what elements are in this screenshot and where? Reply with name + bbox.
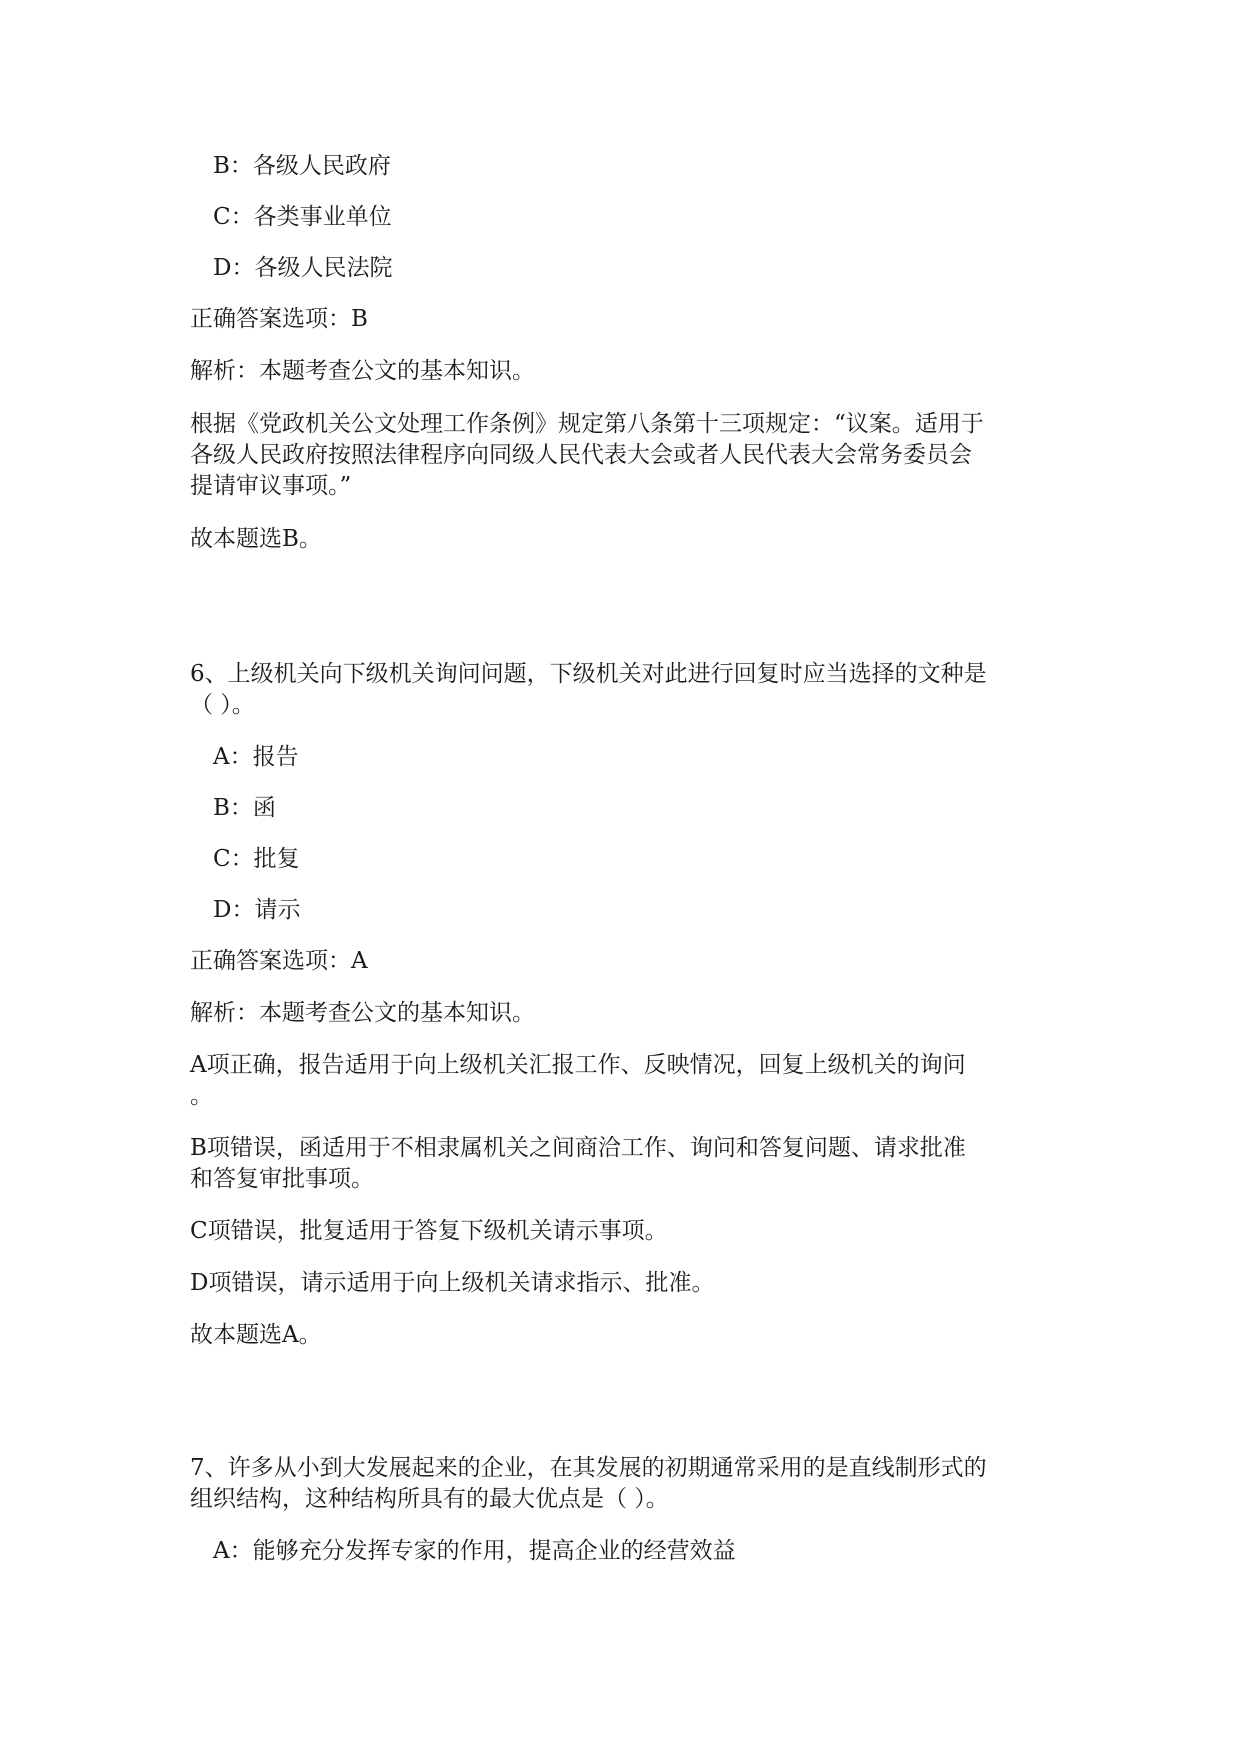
q5-answer: 正确答案选项：B: [190, 306, 368, 332]
q6-explanation-b-line-1: B项错误，函适用于不相隶属机关之间商洽工作、询问和答复问题、请求批准: [190, 1135, 966, 1161]
q5-option-d: D：各级人民法院: [213, 255, 393, 281]
q6-question-line-1: 6、上级机关向下级机关询问问题，下级机关对此进行回复时应当选择的文种是: [190, 661, 987, 687]
q6-explanation-d: D项错误，请示适用于向上级机关请求指示、批准。: [190, 1270, 715, 1296]
q5-explanation-line-3: 提请审议事项。”: [190, 473, 352, 499]
q5-explanation-line-1: 根据《党政机关公文处理工作条例》规定第八条第十三项规定：“议案。适用于: [190, 411, 984, 437]
q6-explanation-a-line-1: A项正确，报告适用于向上级机关汇报工作、反映情况，回复上级机关的询问: [190, 1052, 966, 1078]
q7-question-line-1: 7、许多从小到大发展起来的企业，在其发展的初期通常采用的是直线制形式的: [190, 1455, 987, 1481]
q6-option-d: D：请示: [213, 897, 301, 923]
q6-question-line-2: （ ）。: [190, 692, 255, 718]
q6-option-a: A：报告: [213, 744, 299, 770]
q5-analysis: 解析：本题考查公文的基本知识。: [190, 358, 535, 384]
q6-conclusion: 故本题选A。: [190, 1322, 322, 1348]
q5-option-b: B：各级人民政府: [213, 153, 391, 179]
q6-explanation-b-line-2: 和答复审批事项。: [190, 1166, 374, 1192]
q6-explanation-a-line-2: 。: [190, 1083, 213, 1109]
q7-option-a: A：能够充分发挥专家的作用，提高企业的经营效益: [213, 1538, 736, 1564]
q5-conclusion: 故本题选B。: [190, 526, 322, 552]
q5-option-c: C：各类事业单位: [213, 204, 392, 230]
q6-option-c: C：批复: [213, 846, 300, 872]
q6-answer: 正确答案选项：A: [190, 948, 368, 974]
q5-explanation-line-2: 各级人民政府按照法律程序向同级人民代表大会或者人民代表大会常务委员会: [190, 442, 972, 468]
q6-analysis: 解析：本题考查公文的基本知识。: [190, 1000, 535, 1026]
q6-explanation-c: C项错误，批复适用于答复下级机关请示事项。: [190, 1218, 668, 1244]
q7-question-line-2: 组织结构，这种结构所具有的最大优点是（ ）。: [190, 1486, 669, 1512]
q6-option-b: B：函: [213, 795, 276, 821]
